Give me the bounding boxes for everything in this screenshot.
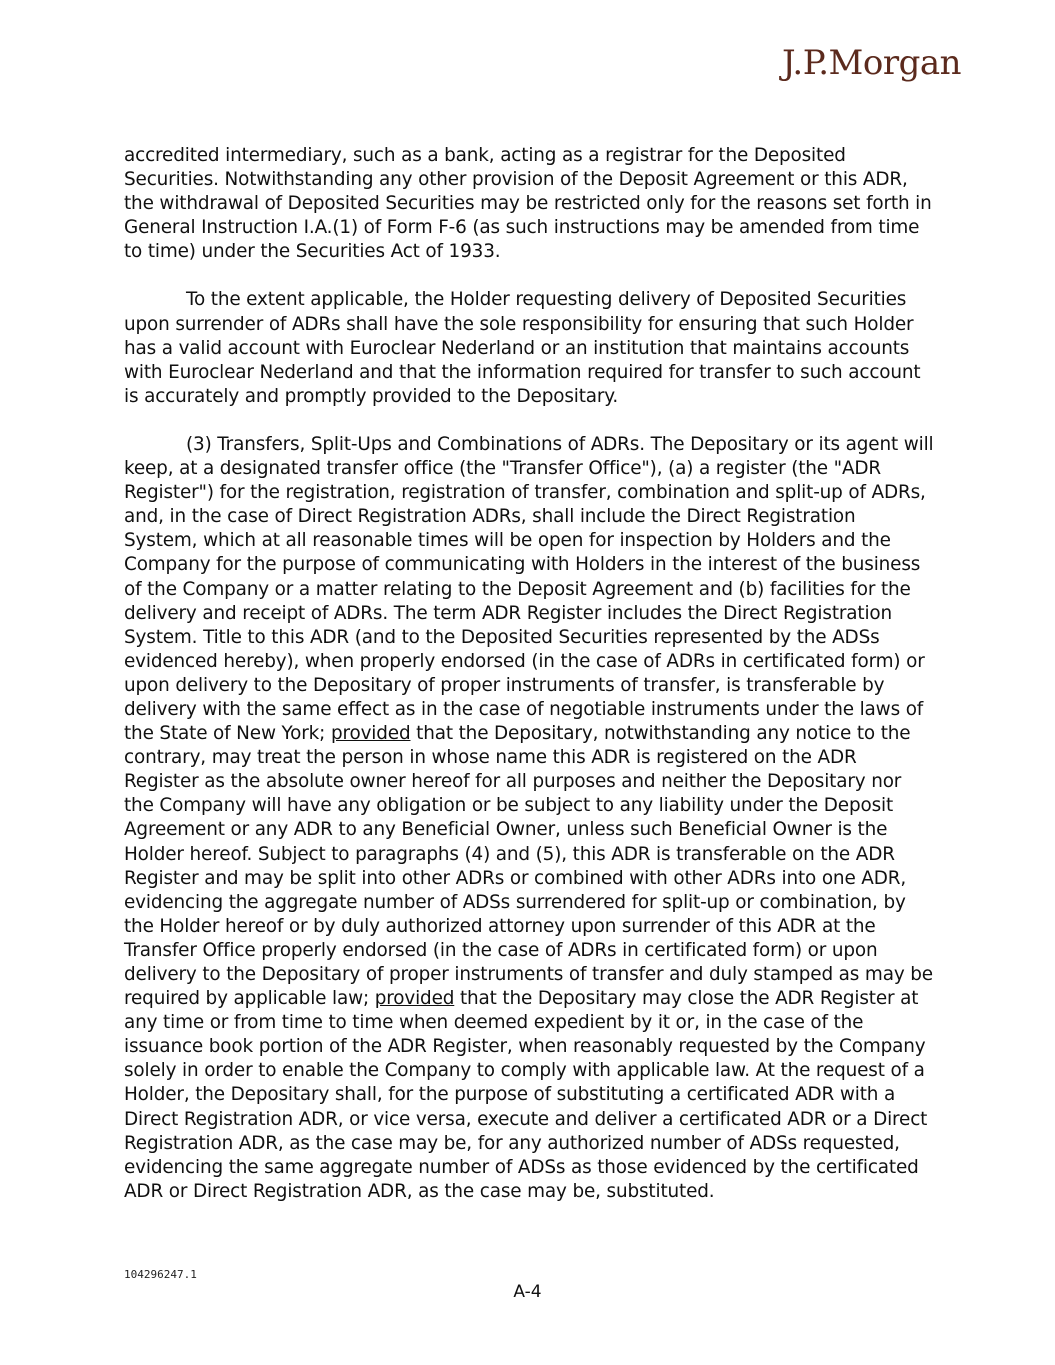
document-id: 104296247.1 [124, 1268, 197, 1281]
paragraph-3-text-c: that the Depositary may close the ADR Register at any time or from time to time when deemed expedient by it or, in the case of the issuance book portion of the ADR Register, when reasonably requested by the Company solely in order to enable the Company to comply with applicable law. At the request of a Holder, the Depositary shall, for the purpose of substituting a certificated ADR with a Direct Registration ADR, or vice versa, execute and deliver a certificated ADR or a Direct Registration ADR, as the case may be, for any authorized number of ADSs requested, evidencing the same aggregate number of ADSs as those evidenced by the certificated ADR or Direct Registration ADR, as the case may be, substituted. [124, 988, 928, 1202]
document-body [124, 144, 934, 1228]
paragraph-3-text-a: (3) Transfers, Split-Ups and Combinations of ADRs. The Depositary or its agent will keep, at a designated transfer office (the "Transfer Office"), (a) a register (the "ADR Register") for the registration, registration of transfer, combination and split-up of ADRs, and, in the case of Direct Registration ADRs, shall include the Direct Registration System, which at all reasonable times will be open for inspection by Holders and the Company for the purpose of communicating with Holders in the interest of the business of the Company or a matter relating to the Deposit Agreement and (b) facilities for the delivery and receipt of ADRs. The term ADR Register includes the Direct Registration System. Title to this ADR (and to the Deposited Securities represented by the ADSs evidenced hereby), when properly endorsed (in the case of ADRs in certificated form) or upon delivery to the Depositary of proper instruments of transfer, is transferable by delivery with the same effect as in the case of negotiable instruments under the laws of the State of New York; [124, 433, 934, 745]
paragraph-3 [124, 433, 934, 1204]
paragraph-3-text-b: that the Depositary, notwithstanding any notice to the contrary, may treat the person in whose name this ADR is registered on the ADR Register as the absolute owner hereof for all purposes and neither the Depositary nor the Company will have any obligation or be subject to any liability under the Deposit Agreement or any ADR to any Beneficial Owner, unless such Beneficial Owner is the Holder hereof. Subject to paragraphs (4) and (5), this ADR is transferable on the ADR Register and may be split into other ADRs or combined with other ADRs into one ADR, evidencing the aggregate number of ADSs surrendered for split-up or combination, by the Holder hereof or by duly authorized attorney upon surrender of this ADR at the Transfer Office properly endorsed (in the case of ADRs in certificated form) or upon delivery to the Depositary of proper instruments of transfer and duly stamped as may be required by applicable law; [124, 723, 933, 1010]
provided-underlined-2: provided [374, 988, 455, 1010]
page-number: A-4 [513, 1282, 542, 1302]
paragraph-2-text: To the extent applicable, the Holder requesting delivery of Deposited Securities upon surrender of ADRs shall have the sole responsibility for ensuring that such Holder has a valid account with Euroclear Nederland or an institution that maintains accounts with Euroclear Nederland and that the information required for transfer to such account is accurately and promptly provided to the Depositary. [124, 289, 921, 407]
jpmorgan-logo: J.P.Morgan [781, 43, 961, 83]
paragraph-2 [124, 288, 934, 408]
provided-underlined-1: provided [330, 723, 411, 745]
paragraph-1-text: accredited intermediary, such as a bank, acting as a registrar for the Deposited Securities. Notwithstanding any other provision of the Deposit Agreement or this ADR, the withdrawal of Deposited Securities may be restricted only for the reasons set forth in General Instruction I.A.(1) of Form F-6 (as such instructions may be amended from time to time) under the Securities Act of 1933. [124, 145, 932, 263]
paragraph-1 [124, 144, 934, 264]
